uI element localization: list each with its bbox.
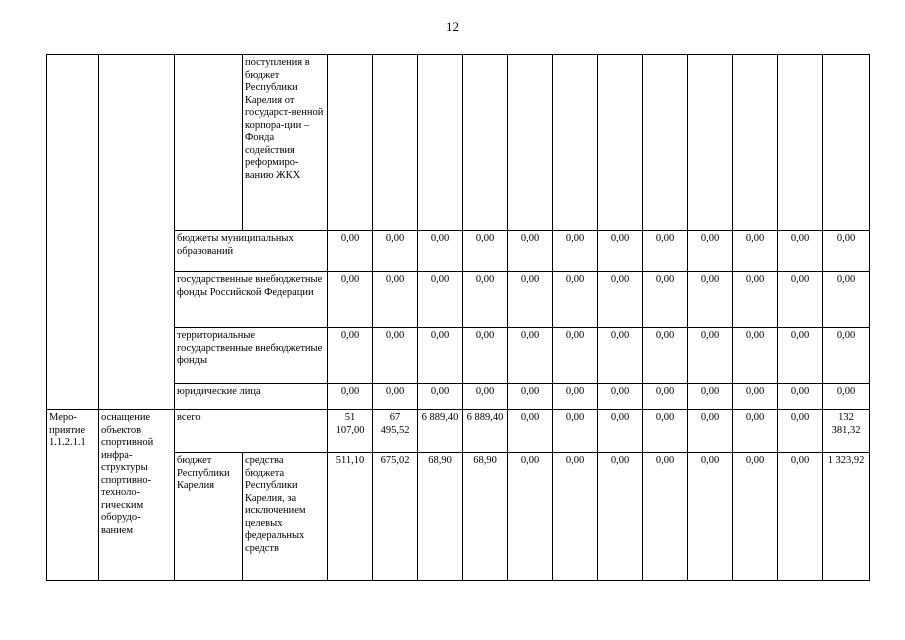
value-cell: 0,00 bbox=[553, 231, 598, 272]
value-cell: 0,00 bbox=[598, 453, 643, 581]
empty-cell bbox=[175, 55, 243, 231]
funding-source-cell: поступления в бюджет Республики Карелия от государст-венной корпора-ции – Фонда содействия реформиро-ванию ЖКХ bbox=[243, 55, 328, 231]
value-cell: 0,00 bbox=[778, 410, 823, 453]
value-cell: 0,00 bbox=[643, 410, 688, 453]
value-cell: 0,00 bbox=[508, 453, 553, 581]
value-cell: 0,00 bbox=[823, 231, 870, 272]
value-cell: 0,00 bbox=[778, 453, 823, 581]
value-cell: 0,00 bbox=[463, 384, 508, 410]
value-cell bbox=[508, 55, 553, 231]
value-cell: 0,00 bbox=[373, 384, 418, 410]
budget-table bbox=[46, 54, 870, 581]
value-cell: 0,00 bbox=[598, 272, 643, 328]
value-cell: 0,00 bbox=[733, 328, 778, 384]
funding-source-cell: средства бюджета Республики Карелия, за исключением целевых федеральных средств bbox=[243, 453, 328, 581]
value-cell: 0,00 bbox=[463, 328, 508, 384]
row-label: территориальные государственные внебюджетные фонды bbox=[175, 328, 328, 384]
row-label: бюджеты муниципальных образований bbox=[175, 231, 328, 272]
value-cell: 0,00 bbox=[688, 410, 733, 453]
value-cell: 0,00 bbox=[508, 272, 553, 328]
value-cell: 0,00 bbox=[553, 453, 598, 581]
value-cell: 132 381,32 bbox=[823, 410, 870, 453]
value-cell bbox=[778, 55, 823, 231]
value-cell: 0,00 bbox=[508, 384, 553, 410]
table-row bbox=[47, 410, 870, 453]
value-cell: 0,00 bbox=[373, 328, 418, 384]
value-cell: 0,00 bbox=[418, 384, 463, 410]
value-cell bbox=[418, 55, 463, 231]
value-cell: 0,00 bbox=[823, 384, 870, 410]
value-cell: 0,00 bbox=[553, 410, 598, 453]
value-cell: 0,00 bbox=[328, 272, 373, 328]
value-cell bbox=[733, 55, 778, 231]
value-cell: 0,00 bbox=[553, 384, 598, 410]
budget-name-cell: бюджет Республики Карелия bbox=[175, 453, 243, 581]
value-cell bbox=[328, 55, 373, 231]
row-label: юридические лица bbox=[175, 384, 328, 410]
value-cell bbox=[643, 55, 688, 231]
value-cell: 0,00 bbox=[328, 384, 373, 410]
value-cell: 0,00 bbox=[778, 384, 823, 410]
empty-cell bbox=[47, 55, 99, 410]
value-cell: 6 889,40 bbox=[418, 410, 463, 453]
value-cell: 0,00 bbox=[463, 272, 508, 328]
value-cell: 0,00 bbox=[373, 272, 418, 328]
value-cell: 0,00 bbox=[553, 328, 598, 384]
value-cell: 0,00 bbox=[418, 231, 463, 272]
value-cell: 0,00 bbox=[688, 231, 733, 272]
value-cell: 0,00 bbox=[418, 272, 463, 328]
value-cell: 0,00 bbox=[508, 328, 553, 384]
value-cell: 0,00 bbox=[733, 231, 778, 272]
value-cell: 6 889,40 bbox=[463, 410, 508, 453]
value-cell: 0,00 bbox=[823, 272, 870, 328]
value-cell bbox=[598, 55, 643, 231]
value-cell: 675,02 bbox=[373, 453, 418, 581]
value-cell bbox=[373, 55, 418, 231]
empty-cell bbox=[99, 55, 175, 410]
value-cell: 0,00 bbox=[598, 328, 643, 384]
value-cell: 0,00 bbox=[643, 231, 688, 272]
value-cell: 0,00 bbox=[643, 384, 688, 410]
value-cell bbox=[688, 55, 733, 231]
value-cell bbox=[823, 55, 870, 231]
page-number: 12 bbox=[446, 19, 459, 34]
event-id-cell: Меро-приятие 1.1.2.1.1 bbox=[47, 410, 99, 581]
value-cell: 0,00 bbox=[778, 272, 823, 328]
value-cell: 0,00 bbox=[733, 453, 778, 581]
value-cell: 0,00 bbox=[688, 328, 733, 384]
value-cell: 0,00 bbox=[643, 272, 688, 328]
value-cell: 0,00 bbox=[328, 231, 373, 272]
value-cell: 0,00 bbox=[598, 410, 643, 453]
value-cell: 511,10 bbox=[328, 453, 373, 581]
value-cell: 68,90 bbox=[418, 453, 463, 581]
value-cell: 0,00 bbox=[688, 384, 733, 410]
value-cell: 68,90 bbox=[463, 453, 508, 581]
value-cell: 0,00 bbox=[778, 328, 823, 384]
value-cell: 0,00 bbox=[778, 231, 823, 272]
value-cell: 0,00 bbox=[643, 328, 688, 384]
value-cell: 51 107,00 bbox=[328, 410, 373, 453]
row-label: всего bbox=[175, 410, 328, 453]
value-cell bbox=[553, 55, 598, 231]
value-cell: 0,00 bbox=[823, 328, 870, 384]
value-cell: 0,00 bbox=[598, 231, 643, 272]
value-cell: 0,00 bbox=[328, 328, 373, 384]
value-cell: 0,00 bbox=[418, 328, 463, 384]
value-cell: 0,00 bbox=[733, 272, 778, 328]
value-cell: 0,00 bbox=[373, 231, 418, 272]
value-cell: 0,00 bbox=[598, 384, 643, 410]
event-description-cell: оснащение объектов спортивной инфра-структуры спортивно-техноло-гическим оборудо-ванием bbox=[99, 410, 175, 581]
table-row bbox=[47, 55, 870, 231]
value-cell: 0,00 bbox=[643, 453, 688, 581]
value-cell: 67 495,52 bbox=[373, 410, 418, 453]
value-cell: 0,00 bbox=[733, 410, 778, 453]
value-cell: 0,00 bbox=[553, 272, 598, 328]
value-cell: 0,00 bbox=[688, 453, 733, 581]
value-cell: 0,00 bbox=[688, 272, 733, 328]
value-cell: 0,00 bbox=[463, 231, 508, 272]
value-cell: 0,00 bbox=[508, 410, 553, 453]
row-label: государственные внебюджетные фонды Российской Федерации bbox=[175, 272, 328, 328]
value-cell: 1 323,92 bbox=[823, 453, 870, 581]
value-cell: 0,00 bbox=[733, 384, 778, 410]
value-cell: 0,00 bbox=[508, 231, 553, 272]
value-cell bbox=[463, 55, 508, 231]
